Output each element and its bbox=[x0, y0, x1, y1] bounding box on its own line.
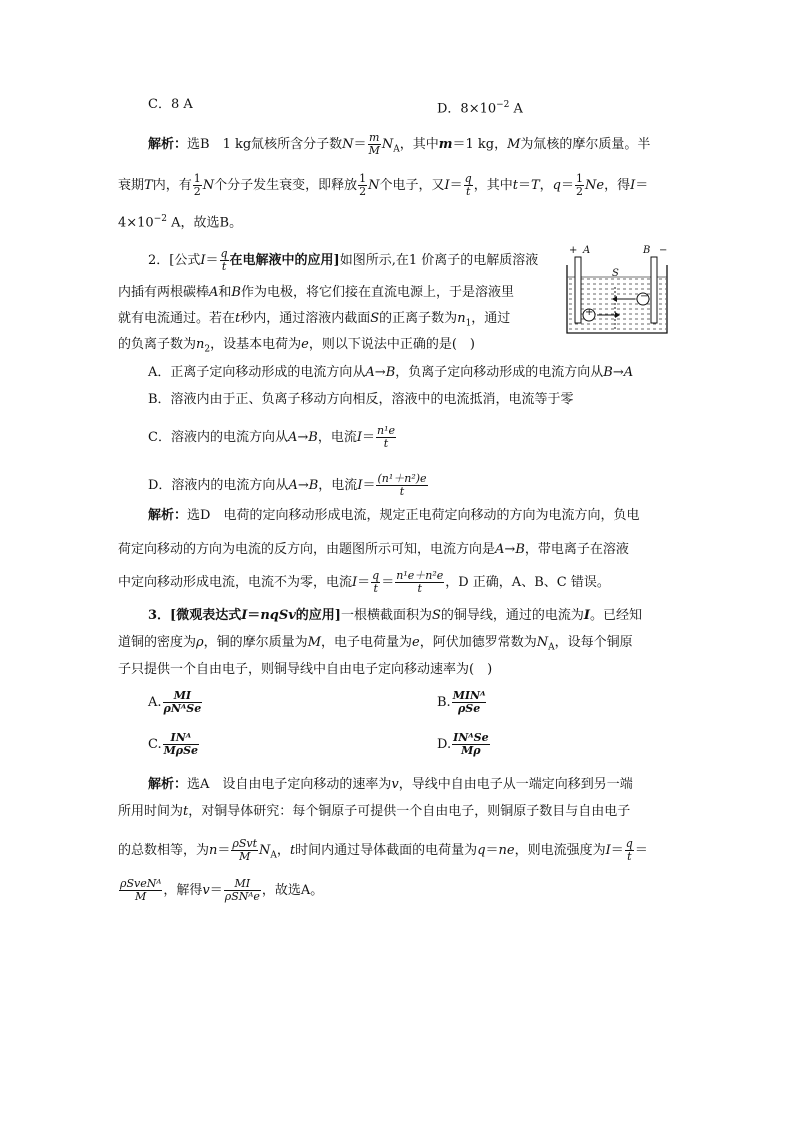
fig-positive-ion: + bbox=[585, 307, 594, 318]
answer1-line3: $4\times 10^{-2}$ A，故选B。 bbox=[118, 214, 243, 231]
fig-plus-sign: + bbox=[569, 245, 578, 256]
q2-line3: 就有电流通过。若在t秒内，通过溶液内截面S的正离子数为$n_1$，通过 bbox=[118, 311, 511, 329]
fig-label-s: S bbox=[612, 268, 619, 279]
q3-line2: 道铜的密度为ρ，铜的摩尔质量为M，电子电荷量为e，阿伏加德罗常数为$N_A$，设每个铜原 bbox=[118, 635, 633, 653]
q3-option-d: D. $\frac{\text{INᴬSe}}{M\rho}$ bbox=[437, 731, 489, 757]
q2-head: 2．[公式I＝ $\frac{q}{t}$ 在电解液中的应用]如图所示,在1 价离子的电解质溶液 bbox=[148, 247, 539, 273]
electrolyte-diagram bbox=[563, 247, 671, 337]
q2-option-b: B．溶液内由于正、负离子移动方向相反，溶液中的电流抵消，电流等于零 bbox=[148, 392, 574, 407]
fraction: $\frac{\text{ρSveNᴬ}}{M}$ bbox=[120, 877, 162, 903]
q2-line4: 的负离子数为$n_2$，设基本电荷为e，则以下说法中正确的是( ) bbox=[118, 337, 475, 355]
answer2-line2: 荷定向移动的方向为电流的反方向，由题图所示可知，电流方向是A→B，带电离子在溶液 bbox=[118, 542, 629, 557]
fraction: $\frac{\text{INᴬSe}}{M\rho}$ bbox=[453, 731, 489, 757]
q3-line3: 子只提供一个自由电子，则铜导线中自由电子定向移动速率为( ) bbox=[118, 662, 493, 677]
fraction: $\frac{q}{t}$ bbox=[464, 172, 472, 198]
fraction: $\frac{\text{MINᴬ}}{\text{ρSe}}$ bbox=[452, 689, 486, 715]
fraction: $\frac{\text{(n¹＋n²)e}}{t}$ bbox=[377, 472, 427, 498]
fraction: $\frac{q}{t}$ bbox=[625, 837, 633, 863]
answer3-line2: 所用时间为t，对铜导体研究：每个铜原子可提供一个自由电子，则铜原子数目与自由电子 bbox=[118, 804, 631, 819]
q2-option-d: D．溶液内的电流方向从A→B，电流I＝ $\frac{\text{(n¹＋n²)e}}{t}$ bbox=[148, 472, 427, 498]
answer1-line1: 解析：选B 1 kg氚核所含分子数N＝ $\frac{m}{M}$ $N_A$，其中m＝1 kg，M为氚核的摩尔质量。半 bbox=[148, 131, 651, 157]
answer3-line4: $\frac{\text{ρSveNᴬ}}{M}$ ，解得v＝ $\frac{MI}{\text{ρSNᴬe}}$ ，故选A。 bbox=[120, 877, 324, 903]
fraction: $\frac{MI}{\text{ρSNᴬe}}$ bbox=[224, 877, 260, 903]
q3-option-a: A. $\frac{MI}{\text{ρNᴬSe}}$ bbox=[148, 689, 202, 715]
q2-option-a: A．正离子定向移动形成的电流方向从A→B，负离子定向移动形成的电流方向从B→A bbox=[148, 365, 634, 380]
fraction: $\frac{q}{t}$ bbox=[220, 247, 228, 273]
option-d: D．$8\times 10^{-2}$ A bbox=[437, 100, 523, 117]
fraction: $\frac{1}{2}$ bbox=[193, 172, 201, 198]
fraction: $\frac{1}{2}$ bbox=[359, 172, 367, 198]
fraction: $\frac{\text{ρSvt}}{M}$ bbox=[232, 837, 258, 863]
q2-line2: 内插有两根碳棒A和B作为电极，将它们接在直流电源上，于是溶液里 bbox=[118, 285, 514, 300]
fraction: $\frac{\text{n¹e}}{t}$ bbox=[376, 424, 395, 450]
answer2-line3: 中定向移动形成电流，电流不为零，电流I＝ $\frac{q}{t}$ ＝ $\frac{\text{n¹e＋n²e}}{t}$ ，D 正确，A、B、C 错误。 bbox=[118, 569, 610, 595]
fraction: $\frac{\text{INᴬ}}{\text{MρSe}}$ bbox=[163, 731, 199, 757]
q2-option-c: C．溶液内的电流方向从A→B，电流I＝ $\frac{\text{n¹e}}{t}$ bbox=[148, 424, 395, 450]
fig-label-b: B bbox=[643, 245, 651, 256]
q3-option-c: C. $\frac{\text{INᴬ}}{\text{MρSe}}$ bbox=[148, 731, 199, 757]
fraction: $\frac{m}{M}$ bbox=[368, 131, 380, 157]
fig-minus-sign: − bbox=[659, 245, 668, 256]
fraction: $\frac{\text{n¹e＋n²e}}{t}$ bbox=[396, 569, 444, 595]
option-c: C．8 A bbox=[148, 97, 193, 112]
fraction: $\frac{1}{2}$ bbox=[575, 172, 583, 198]
answer3-line1: 解析：选A 设自由电子定向移动的速率为v，导线中自由电子从一端定向移到另一端 bbox=[148, 777, 633, 792]
fraction: $\frac{q}{t}$ bbox=[372, 569, 380, 595]
fraction: $\frac{MI}{\text{ρNᴬSe}}$ bbox=[163, 689, 202, 715]
q3-option-b: B. $\frac{\text{MINᴬ}}{\text{ρSe}}$ bbox=[437, 689, 486, 715]
answer2-line1: 解析：选D 电荷的定向移动形成电流，规定正电荷定向移动的方向为电流方向，负电 bbox=[148, 508, 640, 523]
answer1-line2: 衰期T内，有 $\frac{1}{2}$ N个分子发生衰变，即释放 $\frac{1}{2}$ N个电子，又I＝ $\frac{q}{t}$ ，其中t＝T，q＝ $\frac{1}{2}$ Ne，得I＝ bbox=[118, 172, 649, 198]
fig-negative-ion: − bbox=[640, 291, 649, 302]
q3-head: 3．[微观表达式I＝nqSv的应用]一根横截面积为S的铜导线，通过的电流为I。已经知 bbox=[148, 608, 642, 623]
answer3-line3: 的总数相等，为n＝ $\frac{\text{ρSvt}}{M}$ $N_A$，t时间内通过导体截面的电荷量为q＝ne，则电流强度为I＝ $\frac{q}{t}$ ＝ bbox=[118, 837, 648, 863]
fig-label-a: A bbox=[583, 245, 591, 256]
